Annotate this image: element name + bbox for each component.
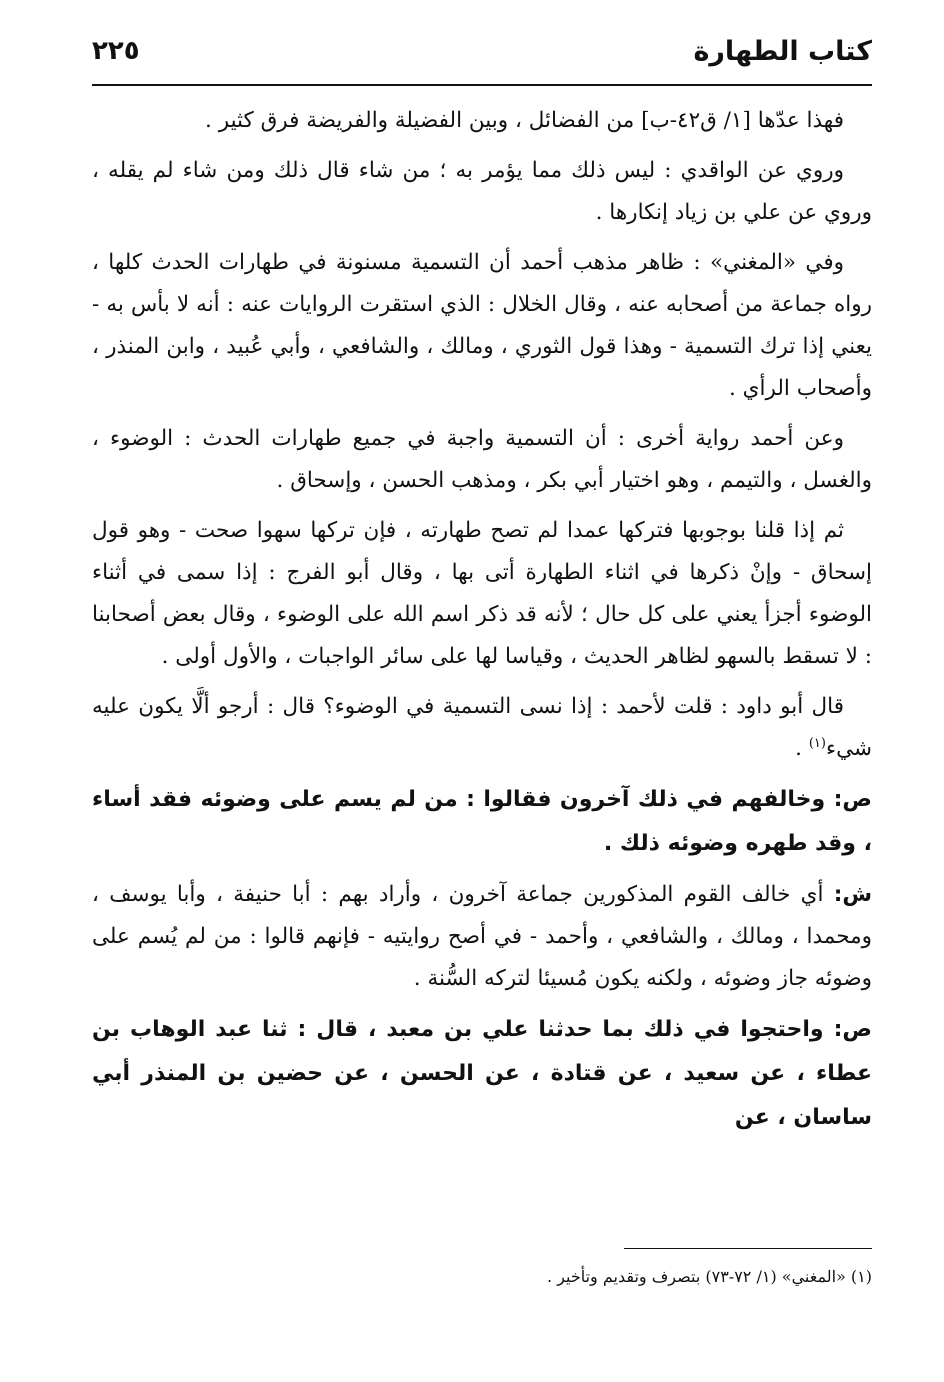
paragraph: وروي عن الواقدي : ليس ذلك مما يؤمر به ؛ من شاء قال ذلك ومن شاء لم يقله ، وروي عن علي بن زياد إنكارها . [92, 158, 872, 225]
paragraph: وفي «المغني» : ظاهر مذهب أحمد أن التسمية مسنونة في طهارات الحدث كلها ، رواه جماعة من أصحابه عنه ، وقال الخلال : الذي استقرت الروايات عنه : أنه لا بأس به - يعني إذا ترك التسمية - وهذا قول الثوري ، ومالك ، والشافعي ، وأبي عُبيد ، وابن المنذر ، وأصحاب الرأي . [92, 250, 872, 401]
paragraph: وعن أحمد رواية أخرى : أن التسمية واجبة في جميع طهارات الحدث : الوضوء ، والغسل ، والتيمم ، وهو اختيار أبي بكر ، ومذهب الحسن ، وإسحاق . [92, 426, 872, 493]
footnote-rule [624, 1248, 872, 1249]
main-text: واحتجوا في ذلك بما حدثنا علي بن معبد ، قال : ثنا عبد الوهاب بن عطاء ، عن سعيد ، عن قتادة ، عن الحسن ، عن حضين بن المنذر أبي ساسان ، عن [92, 1017, 872, 1130]
page-body [92, 100, 872, 1148]
abu-dawud-end: . [795, 736, 809, 761]
abu-dawud-text: قال أبو داود : قلت لأحمد : إذا نسى التسمية في الوضوء؟ قال : أرجو ألَّا يكون عليه شيء [92, 694, 872, 761]
paragraph: فهذا عدّها [١/ ق٤٢-ب] من الفضائل ، وبين الفضيلة والفريضة فرق كثير . [205, 108, 844, 133]
commentary-paragraph [92, 874, 872, 1000]
footnote: (١) «المغني» (١/ ٧٢-٧٣) بتصرف وتقديم وتأخير . [546, 1267, 872, 1286]
paragraph: ثم إذا قلنا بوجوبها فتركها عمدا لم تصح طهارته ، فإن تركها سهوا صحت - وهو قول إسحاق - وإنْ ذكرها في اثناء الطهارة أتى بها ، وقال أبو الفرج : إذا سمى في أثناء الوضوء أجزأ يعني على كل حال ؛ لأنه قد ذكر اسم الله على الوضوء ، وقال بعض أصحابنا : لا تسقط بالسهو لظاهر الحديث ، وقياسا لها على سائر الواجبات ، والأول أولى . [92, 518, 872, 669]
page-number: ٢٢٥ [92, 36, 140, 66]
page-header [92, 30, 872, 86]
commentary-text: أي خالف القوم المذكورين جماعة آخرون ، وأراد بهم : أبا حنيفة ، وأبا يوسف ، ومحمدا ، ومالك ، والشافعي ، وأحمد - في أصح روايتيه - فإنهم قالوا : من لم يُسم على وضوئه جاز وضوئه ، ولكنه يكون مُسيئا لتركه السُّنة . [92, 882, 872, 991]
main-text-paragraph [92, 1008, 872, 1140]
main-text: وخالفهم في ذلك آخرون فقالوا : من لم يسم على وضوئه فقد أساء ، وقد طهره وضوئه ذلك . [92, 787, 872, 856]
footnote-reference: (١) [808, 735, 826, 751]
header-rule [92, 84, 872, 86]
text-marker: ص: [833, 1017, 872, 1042]
chapter-title: كتاب الطهارة [693, 36, 872, 67]
commentary-marker: ش: [833, 882, 872, 907]
text-marker: ص: [833, 787, 872, 812]
abu-dawud-paragraph [92, 686, 872, 770]
main-text-paragraph [92, 778, 872, 866]
